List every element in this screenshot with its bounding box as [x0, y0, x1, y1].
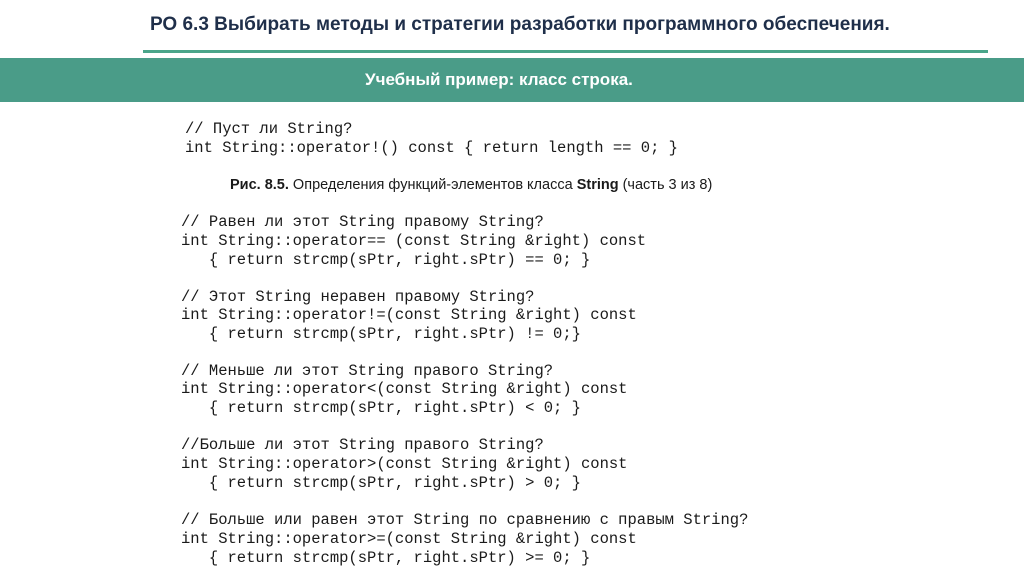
code-line: int String::operator>(const String &right) const [181, 455, 628, 473]
code-comment: // Этот String неравен правому String? [181, 288, 535, 306]
code-line: { return strcmp(sPtr, right.sPtr) >= 0; } [181, 549, 591, 567]
code-comment: // Равен ли этот String правому String? [181, 213, 544, 231]
code-comment: //Больше ли этот String правого String? [181, 436, 544, 454]
code-comment: // Меньше ли этот String правого String? [181, 362, 554, 380]
code-line: { return strcmp(sPtr, right.sPtr) > 0; } [181, 474, 581, 492]
figure-caption-label: Рис. 8.5. [230, 177, 289, 193]
figure-caption-text: Определения функций-элементов класса [288, 177, 577, 193]
banner-text: Учебный пример: класс строка. [365, 70, 633, 89]
figure-caption [230, 177, 712, 193]
figure-caption-class: String [576, 177, 619, 193]
code-line: int String::operator>=(const String &right) const [181, 530, 637, 548]
slide-title: РО 6.3 Выбирать методы и стратегии разработки программного обеспечения. [150, 14, 890, 35]
code-comment: // Больше или равен этот String по сравнению с правым String? [181, 511, 749, 529]
figure-caption-part: (часть 3 из 8) [618, 177, 713, 193]
code-line: { return strcmp(sPtr, right.sPtr) != 0;} [181, 325, 581, 343]
code-line: { return strcmp(sPtr, right.sPtr) == 0; } [181, 251, 591, 269]
code-line: int String::operator!() const { return length == 0; } [185, 139, 678, 157]
code-line: { return strcmp(sPtr, right.sPtr) < 0; } [181, 399, 581, 417]
code-line: int String::operator!=(const String &right) const [181, 306, 637, 324]
code-comment: // Пуст ли String? [185, 120, 353, 138]
code-line: int String::operator== (const String &right) const [181, 232, 647, 250]
code-line: int String::operator<(const String &right) const [181, 380, 628, 398]
